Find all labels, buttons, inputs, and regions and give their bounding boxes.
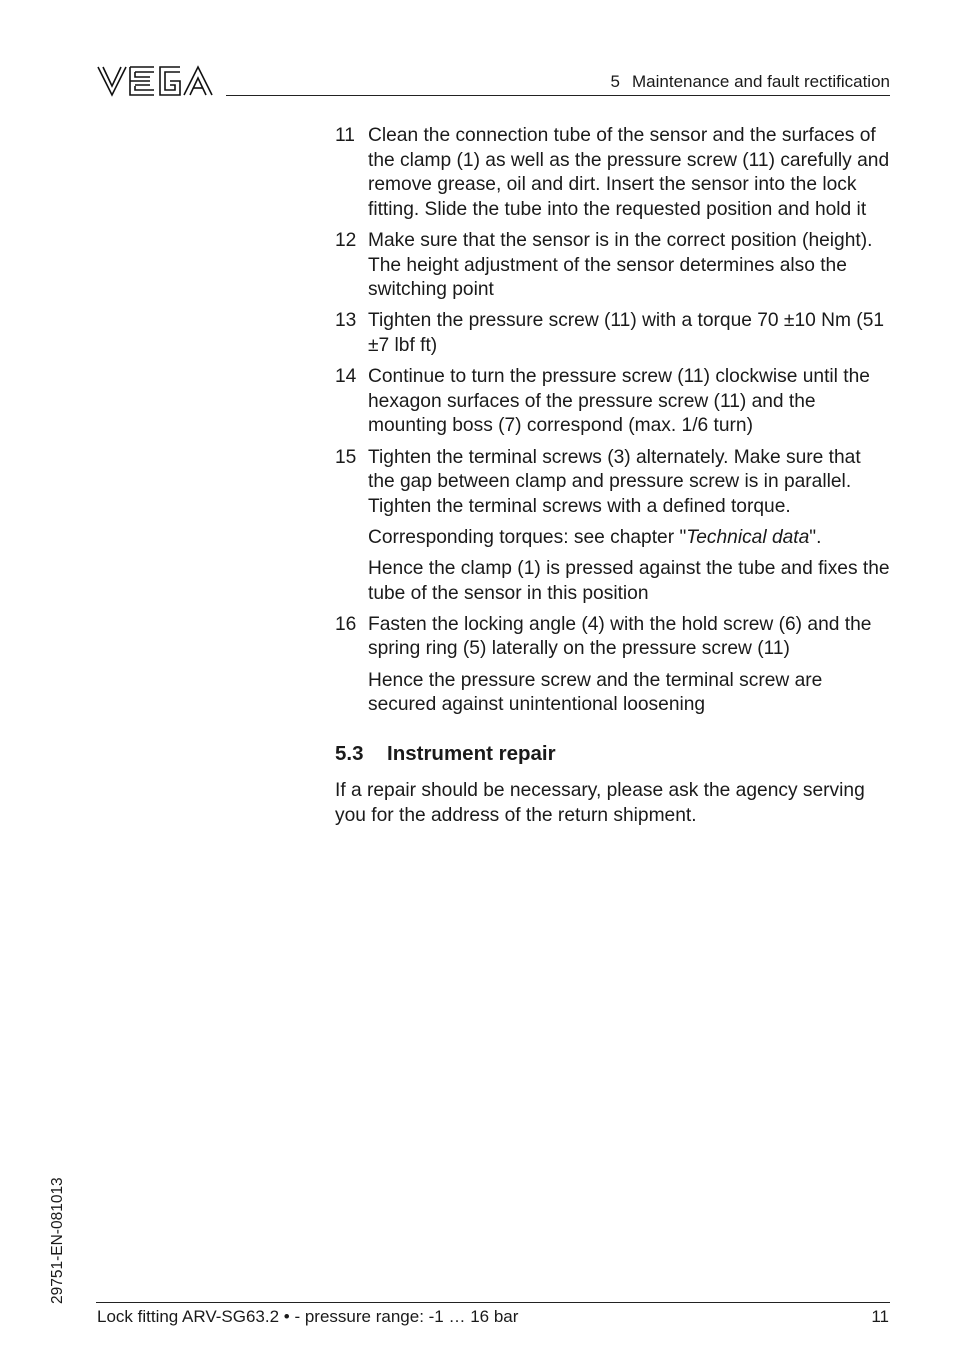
step-text: Clean the connection tube of the sensor and the surfaces of the clamp (1) as well as the pressure screw (11) carefully and remove grease, oil and dirt. Insert the sensor into the lock fitting. Slide the tube into the requested position and hold it [368,125,890,220]
step-item [335,446,891,520]
chapter-heading [611,72,890,92]
step-item [335,309,891,358]
step-item [335,613,891,662]
note-secured: Hence the pressure screw and the terminal screw are secured against unintentional loosening [368,669,823,716]
page-number: 11 [871,1307,889,1326]
document-id: 29751-EN-081013 [49,1177,66,1304]
step-text: Tighten the terminal screws (3) alternately. Make sure that the gap between clamp and pressure screw is in parallel. Tighten the terminal screws with a defined torque. [368,446,861,517]
footer-rule [96,1302,890,1303]
section-number: 5.3 [335,741,364,765]
step-text: Make sure that the sensor is in the correct position (height). The height adjustment of the sensor determines also the switching point [368,229,873,301]
header-rule [226,95,890,96]
step-number: 15 [335,446,357,468]
section-heading [335,742,891,767]
repair-paragraph: If a repair should be necessary, please ask the agency serving you for the address of the return shipment. [335,780,865,826]
chapter-title: Maintenance and fault rectification [632,72,890,91]
step-item [335,229,891,303]
step-number: 14 [335,366,357,388]
steps-list [335,124,891,519]
main-content [335,124,891,829]
note-clamp: Hence the clamp (1) is pressed against the tube and fixes the tube of the sensor in this position [368,558,890,604]
step-text: Fasten the locking angle (4) with the hold screw (6) and the spring ring (5) laterally on the pressure screw (11) [368,613,872,660]
step-number: 13 [335,310,357,332]
step-item [335,365,891,439]
step-text: Continue to turn the pressure screw (11) clockwise until the hexagon surfaces of the pressure screw (11) and the mounting boss (7) correspond (max. 1/6 turn) [368,366,870,437]
footer-title: Lock fitting ARV-SG63.2 • - pressure range: -1 … 16 bar [97,1307,519,1326]
step-number: 12 [335,229,357,251]
step-number: 16 [335,613,357,635]
chapter-number: 5 [610,72,620,91]
note-torques: Corresponding torques: see chapter "Technical data". [368,526,822,548]
step-text: Tighten the pressure screw (11) with a torque 70 ±10 Nm (51 ±7 lbf ft) [368,310,885,356]
step-number: 11 [335,125,355,146]
section-title: Instrument repair [387,741,556,765]
chapter-reference: Technical data [686,526,810,548]
step-item [335,124,891,222]
vega-logo [96,64,214,98]
